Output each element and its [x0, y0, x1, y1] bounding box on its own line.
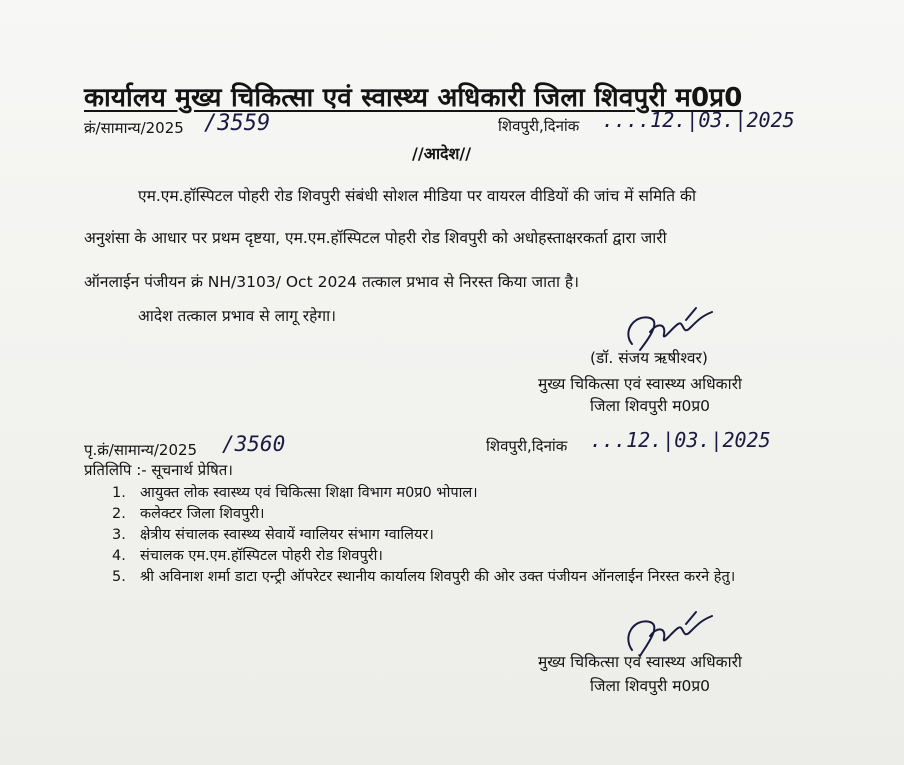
list-item-text: संचालक एम.एम.हॉस्पिटल पोहरी रोड शिवपुरी।	[140, 548, 383, 564]
list-item-text: श्री अविनाश शर्मा डाटा एन्ट्री ऑपरेटर स्थानीय कार्यालय शिवपुरी की ओर उक्त पंजीयन ऑनलाईन निरस्त करने हेतु।	[140, 569, 736, 585]
signatory-1-district: जिला शिवपुरी म0प्र0	[590, 397, 711, 415]
list-item-text: क्षेत्रीय संचालक स्वास्थ्य सेवायें ग्वालियर संभाग ग्वालियर।	[140, 527, 434, 543]
signatory-2-designation: मुख्य चिकित्सा एवं स्वास्थ्य अधिकारी	[538, 653, 742, 671]
list-item	[112, 567, 820, 588]
order-effect-line: आदेश तत्काल प्रभाव से लागू रहेगा।	[138, 307, 336, 325]
order-place-date-label: शिवपुरी,दिनांक	[498, 117, 580, 135]
endorsement-date: ...12.|03.|2025	[590, 428, 771, 452]
list-item-number: 5.	[112, 569, 126, 585]
order-ref-prefix: क्रं/सामान्य/2025	[84, 119, 184, 137]
list-item-text: आयुक्त लोक स्वास्थ्य एवं चिकित्सा शिक्षा विभाग म0प्र0 भोपाल।	[140, 485, 478, 501]
list-item	[112, 483, 820, 504]
order-date: ....12.|03.|2025	[602, 108, 795, 132]
order-paragraph-line-2: अनुशंसा के आधार पर प्रथम दृष्टया, एम.एम.हॉस्पिटल पोहरी रोड शिवपुरी को अधोहस्ताक्षरकर्ता द्वारा जारी	[84, 229, 667, 247]
order-ref-number: /3559	[204, 111, 271, 136]
signatory-1-name: (डॉ. संजय ऋषीश्वर)	[590, 349, 708, 367]
endorsement-place-date-label: शिवपुरी,दिनांक	[486, 437, 568, 455]
copy-recipients-list	[112, 483, 820, 588]
endorsement-ref-prefix: पृ.क्रं/सामान्य/2025	[84, 441, 198, 459]
signatory-2-district: जिला शिवपुरी म0प्र0	[590, 677, 711, 695]
order-paragraph-line-3: ऑनलाईन पंजीयन क्रं NH/3103/ Oct 2024 तत्काल प्रभाव से निरस्त किया जाता है।	[84, 273, 580, 291]
list-item-number: 3.	[112, 527, 126, 543]
office-heading: कार्यालय मुख्य चिकित्सा एवं स्वास्थ्य अधिकारी जिला शिवपुरी म0प्र0	[84, 83, 743, 113]
list-item-number: 2.	[112, 506, 126, 522]
list-item-number: 1.	[112, 485, 126, 501]
list-item	[112, 504, 820, 525]
order-title: //आदेश//	[412, 144, 472, 163]
list-item	[112, 525, 820, 546]
order-paragraph-line-1: एम.एम.हॉस्पिटल पोहरी रोड शिवपुरी संबंधी सोशल मीडिया पर वायरल वीडियों की जांच में समिति की	[138, 187, 696, 205]
signatory-1-designation: मुख्य चिकित्सा एवं स्वास्थ्य अधिकारी	[538, 375, 742, 393]
list-item	[112, 546, 820, 567]
endorsement-ref-number: /3560	[222, 432, 286, 456]
copy-to-label: प्रतिलिपि :- सूचनार्थ प्रेषित।	[84, 461, 233, 479]
list-item-number: 4.	[112, 548, 126, 564]
list-item-text: कलेक्टर जिला शिवपुरी।	[140, 506, 265, 522]
